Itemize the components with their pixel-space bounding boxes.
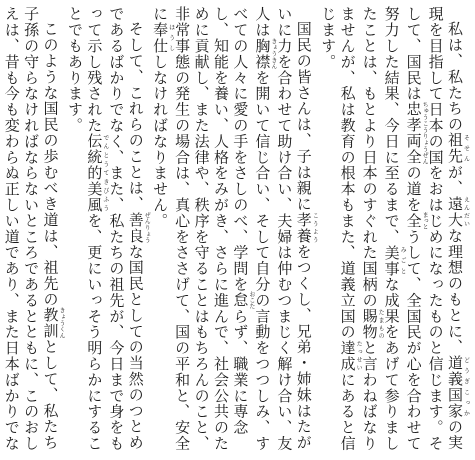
text-run: をつくし、兄弟・姉妹はたがいに力を合わせて助け合い、夫婦は仲むつまじく解け合い、友人は (253, 6, 313, 452)
ruby-base: 胸襟 (253, 37, 272, 70)
ruby-annotation (446, 354, 470, 419)
ruby-reading: たまもの (377, 308, 385, 340)
ruby-base: 奉仕 (151, 21, 170, 54)
ruby-reading: きょうくん (58, 307, 66, 339)
text-run: らず、職業に専念し、知能を養い、人格をみがき、さらに進んで、社会公共のために貢献し、また法律や、秩序を守ることはもちろんのこと、非常事態の発生の場合は、真心をささげて、国の平和と、安全に (151, 6, 250, 452)
ruby-base: 伝統的美風 (85, 133, 104, 213)
text-run: が、 (446, 164, 464, 196)
ruby-annotation (404, 101, 429, 166)
ruby-reading: でんとうてきびふう (101, 133, 109, 213)
ruby-reading: まっと (421, 211, 429, 230)
ruby-annotation (382, 244, 407, 277)
ruby-reading: ほうし (167, 21, 175, 54)
ruby-reading: こうよう (311, 211, 319, 244)
ruby-annotation (231, 291, 255, 310)
ruby-base: 遠大 (446, 195, 464, 228)
ruby-annotation (151, 21, 175, 54)
ruby-annotation (360, 308, 385, 340)
text-run: の道を (404, 165, 423, 213)
text-run: を開いて信じ合い、そして自分の言動をつつしみ、すべての人々に愛の手をさしのべ、学問を (231, 6, 272, 452)
text-run: な成果をあげて参りましたことは、もとより日本のすぐれた国柄の (360, 6, 401, 452)
text-run: と言わねばなりませんが、私は教育の根本もまた、道義立国の (338, 6, 379, 452)
ruby-base: 全 (404, 211, 423, 230)
ruby-base: 美事 (382, 244, 401, 277)
ruby-annotation (41, 307, 66, 340)
ruby-annotation (253, 37, 277, 70)
text-run: 国民の皆さんは、子は親に (294, 21, 313, 212)
text-run: の実現を目指して日本の国をおはじめになったものと信じます。そして、国民は (404, 6, 464, 452)
ruby-base: 教訓 (41, 307, 60, 340)
ruby-base: 忠孝両全 (404, 101, 423, 166)
text-run: そして、これらのことは、 (126, 21, 145, 212)
ruby-base: 道義国家 (446, 354, 464, 419)
text-run: を、更にいっそう明らかにすることでもあります。 (65, 6, 104, 452)
ruby-reading: どうぎこっか (462, 354, 470, 419)
ruby-annotation (85, 133, 109, 213)
ruby-base: 達成 (338, 339, 357, 372)
ruby-base: 善良 (126, 211, 145, 244)
paragraph-3 (65, 6, 150, 454)
ruby-annotation (338, 339, 363, 372)
ruby-base: 怠 (231, 291, 250, 310)
ruby-annotation (126, 211, 151, 244)
text-run: な理想のもとに、 (446, 227, 464, 355)
text-run: このような国民の歩むべき道は、祖先の (41, 21, 60, 308)
ruby-annotation (404, 211, 429, 230)
ruby-reading: みごと (399, 244, 407, 277)
ruby-base: 孝養 (294, 211, 313, 244)
text-run: しなければなりません。 (151, 53, 170, 229)
text-run: 私は、私たちの (446, 21, 464, 133)
ruby-base: 祖先 (446, 132, 464, 165)
ruby-reading: そせん (462, 132, 470, 165)
ruby-reading: ぜんりょう (143, 211, 151, 244)
paragraph-1 (318, 6, 469, 454)
text-run: として、私たち子孫の守らなければならないところであるとともに、このおしえは、昔も今も変わらぬ正しい道であり、また日本ばかりでな (2, 6, 60, 452)
ruby-reading: ちゅうこうりょうぜん (421, 101, 429, 165)
paragraph-4 (0, 6, 65, 454)
ruby-annotation (446, 195, 470, 228)
text-run: うして、全国民が心を合わせて努力した結果、今日に至るまで、 (382, 6, 423, 452)
ruby-annotation (446, 132, 470, 165)
text-run: にあると信じます。 (319, 6, 357, 452)
ruby-base: 賜物 (360, 308, 379, 340)
ruby-reading: きょうきん (269, 37, 277, 70)
ruby-reading: えんだい (462, 195, 470, 228)
paragraph-2 (150, 6, 318, 454)
ruby-reading: たっせい (355, 339, 363, 372)
ruby-reading: おこた (247, 291, 255, 310)
ruby-annotation (294, 211, 319, 244)
text-run: な国民としての当然のつとめであるばかりでなく、また、私たちの祖先が、今日まで身をもって示し残された (85, 6, 145, 452)
